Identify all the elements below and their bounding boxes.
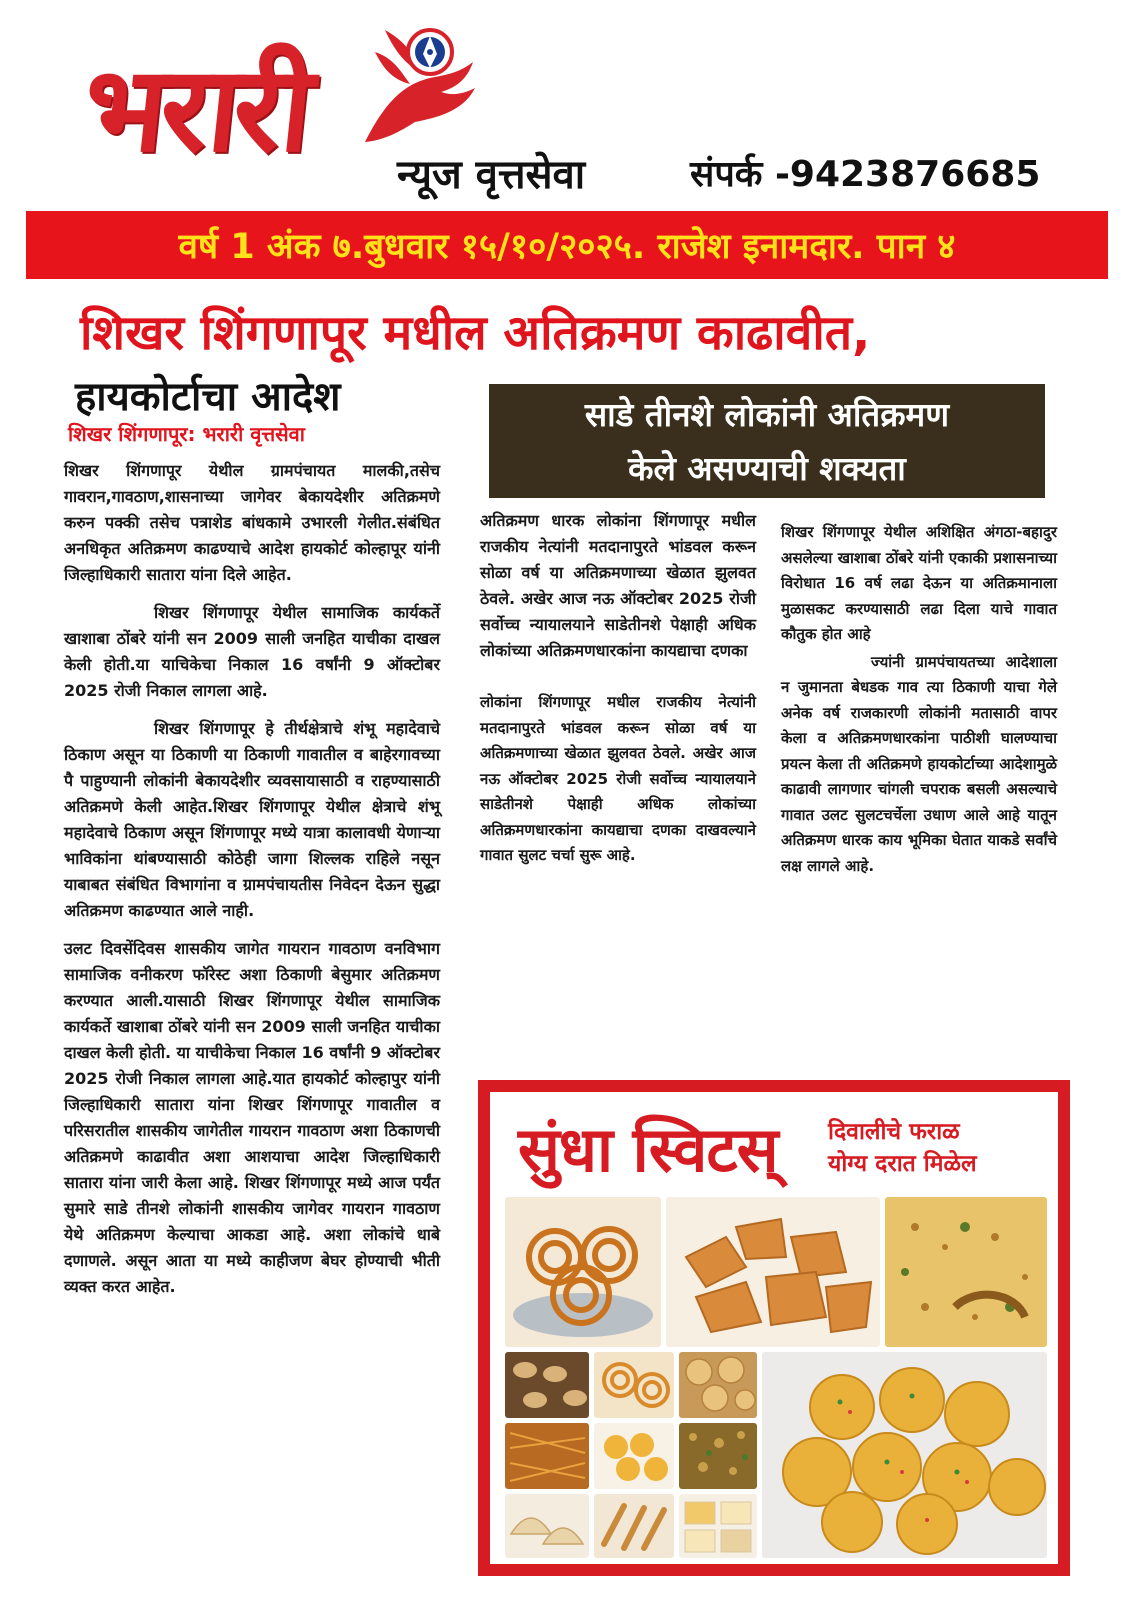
highlight-line-1: साडे तीनशे लोकांनी अतिक्रमण [584,395,950,434]
karanji-image-icon [505,1352,589,1418]
issue-info-text: वर्ष 1 अंक ७.बुधवार १५/१०/२०२५. राजेश इनामदार. पान ४ [178,226,956,267]
masthead-tagline: न्यूज वृत्तसेवा [397,152,586,198]
paragraph: शिखर शिंगणापूर येथील अशिक्षित अंगठा-बहादुर असलेल्या खाशाबा ठोंबरे यांनी एकाकी प्रशासनाच्या विरोधात 16 वर्ष लढा देऊन या अतिक्रमानाला मुळासकट करण्यासाठी लढा दिला याचे गावात कौतुक होत आहे [781,523,1057,643]
boondi-ladoo-image-icon [594,1423,674,1489]
issue-info-band [26,211,1108,279]
ad-title: सुंधा स्विटस् [518,1113,778,1186]
bird-pen-logo-icon [355,22,485,162]
chivda-image-icon [885,1197,1047,1347]
article-column-1 [64,458,440,1312]
barfi-image-icon [679,1494,757,1558]
main-headline: शिखर शिंगणापूर मधील अतिक्रमण काढावीत, [80,305,871,361]
nankhatai-image-icon [679,1352,757,1418]
paragraph: अतिक्रमण धारक लोकांना शिंगणापूर मधील राजकीय नेत्यांनी मतदानापुरते भांडवल करून सोळा वर्ष या अतिक्रमणाच्या खेळात झुलवत ठेवले. अखेर आज नऊ ऑक्टोबर 2025 रोजी सर्वोच्च न्यायालयाने साडेतीनशे पेक्षाही अधिक लोकांच्या अतिक्रमणधारकांना कायद्याचा दणका [480,511,756,660]
ad-line-2: योग्य दरात मिळेल [828,1150,977,1177]
paragraph: लोकांना शिंगणापूर मधील राजकीय नेत्यांनी मतदानापुरते भांडवल करून सोळा वर्ष या अतिक्रमणाच्या खेळात झुलवत ठेवले. अखेर आज नऊ ऑक्टोबर 2025 रोजी सर्वोच्च न्यायालयाने साडेतीनशे पेक्षाही अधिक लोकांच्या अतिक्रमणधारकांना कायद्याचा दणका दाखवल्याने गावात सुलट चर्चा सुरू आहे. [480,693,756,864]
highlight-line-2: केले असण्याची शक्यता [628,449,906,488]
highlight-box [489,384,1045,498]
sweets-advertisement [478,1080,1070,1576]
sub-headline: हायकोर्टाचा आदेश [75,374,341,420]
shev-image-icon [505,1423,589,1489]
shankarpali-image-icon [666,1197,880,1347]
paragraph: उलट दिवसेंदिवस शासकीय जागेत गायरान गावठाण वनविभाग सामाजिक वनीकरण फॉरेस्ट अशा ठिकाणी बेसुमार अतिक्रमण करण्यात आली.यासाठी शिखर शिंगणापूर येथील सामाजिक कार्यकर्ते खाशाबा ठोंबरे यांनी सन 2009 साली जनहित याचीका दाखल केली होती. या याचीकेचा निकाल 16 वर्षांनी 9 ऑक्टोबर 2025 रोजी निकाल लागला आहे.यात हायकोर्ट कोल्हापुर यांनी जिल्हाधिकारी सातारा यांना शिखर शिंगणापूर गावातील व परिसरातील शासकीय जागेतील गायरान गावठाण अशा ठिकाणची अतिक्रमणे काढावीत अशा आशयाचा आदेश जिल्हाधिकारी सातारा यांना जारी केला आहे. शिखर शिंगणापूर मध्ये आज पर्यंत सुमारे साडे तीनशे लोकांनी शासकीय जागेवर गायरान गावठाण येथे अतिक्रमण केल्याचा आकडा आहे. अशा लोकांचे धाबे दणाणले. असून आता या मध्ये काहीजण बेघर होण्याची भीती व्यक्त करत आहेत. [64,939,440,1296]
besan-ladoo-image-icon [762,1352,1047,1558]
bhakarwadi-image-icon [594,1494,674,1558]
ad-line-1: दिवालीचे फराळ [828,1118,960,1145]
paragraph: ज्यांनी ग्रामपंचायतच्या आदेशाला न जुमानता बेधडक गाव त्या ठिकाणी याचा गेले अनेक वर्ष राजकारणी लोकांनी मतासाठी वापर केला व अतिक्रमणधारकांना पाठीशी घालण्याचा प्रयत्न केला ती अतिक्रमणे हायकोर्टाच्या आदेशामुळे काढावी लागणार चांगली चपराक बसली असल्याचे गावात उलट सुलटचर्चेला उधाण आले आहे यातून अतिक्रमण धारक काय भूमिका घेतात याकडे सर्वांचे लक्ष लागले आहे. [781,652,1057,875]
gujiya-image-icon [505,1494,589,1558]
paragraph: शिखर शिंगणापूर येथील ग्रामपंचायत मालकी,तसेच गावरान,गावठाण,शासनाच्या जागेवर बेकायदेशीर अतिक्रमणे करुन पक्की तसेच पत्राशेड बांधकामे उभारली गेलीत.संबंधित अनधिकृत अतिक्रमण काढण्याचे आदेश हायकोर्ट कोल्हापूर यांनी जिल्हाधिकारी सातारा यांना दिले आहेत. [64,461,440,584]
article-column-3 [781,520,1057,891]
article-column-2 [480,508,756,881]
byline: शिखर शिंगणापूर: भरारी वृत्तसेवा [68,422,305,446]
newspaper-logo: भरारी [76,40,314,178]
masthead [0,0,1131,205]
paragraph: शिखर शिंगणापूर येथील सामाजिक कार्यकर्ते खाशाबा ठोंबरे यांनी सन 2009 साली जनहित याचीका दाखल केली होती.या याचिकेचा निकाल 16 वर्षांनी 9 ऑक्टोबर 2025 रोजी निकाल लागला आहे. [64,603,440,700]
chakli-image-icon [505,1197,661,1347]
small-chakli-image-icon [594,1352,674,1418]
paragraph: शिखर शिंगणापूर हे तीर्थक्षेत्राचे शंभू महादेवाचे ठिकाण असून या ठिकाणी या ठिकाणी गावातील व बाहेरगावच्या पै पाहुण्यानी लोकांनी बेकायदेशीर व्यवसायासाठी व राहण्यासाठी अतिक्रमणे केली आहेत.शिखर शिंगणापूर येथील क्षेत्राचे शंभू महादेवाचे ठिकाण असून शिंगणापूर मध्ये यात्रा कालावधी येणाऱ्या भाविकांना थांबण्यासाठी कोठेही जागा शिल्लक राहिले नसून याबाबत संबंधित विभागांना व ग्रामपंचायतीस निवेदन देऊन सुद्धा अतिक्रमण काढण्यात आले नाही. [64,719,440,920]
namkeen-image-icon [679,1423,757,1489]
contact-number: संपर्क -9423876685 [690,154,1041,195]
